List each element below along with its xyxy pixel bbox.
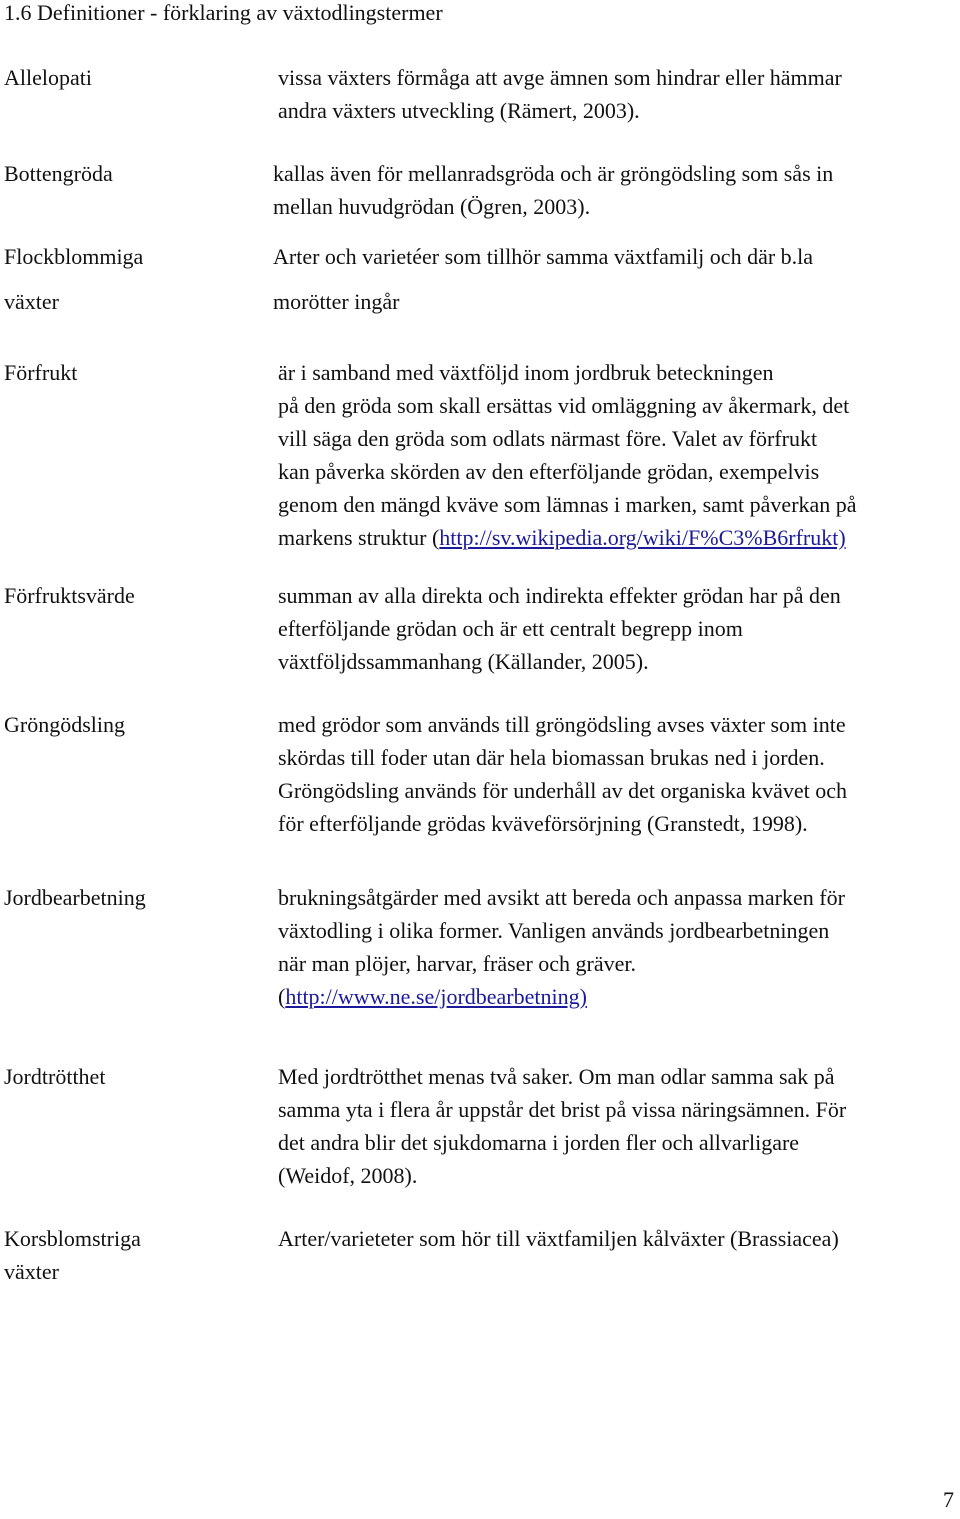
definition-line: mellan huvudgrödan (Ögren, 2003). [273, 194, 591, 219]
term-label: Förfruktsvärde [4, 583, 135, 608]
term-allelopati [4, 61, 264, 94]
definition-jordtrotthet [278, 1060, 846, 1192]
definition-line: växtföljdssammanhang (Källander, 2005). [278, 649, 649, 674]
ne-link[interactable]: http://www.ne.se/jordbearbetning) [285, 984, 587, 1009]
definition-line: det andra blir det sjukdomarna i jorden fler och allvarligare [278, 1130, 800, 1155]
definition-allelopati [278, 61, 842, 127]
definition-text: markens struktur ( [278, 525, 440, 550]
term-korsblomstriga-vaxter [4, 1222, 264, 1288]
term-label: Gröngödsling [4, 712, 125, 737]
wikipedia-link[interactable]: http://sv.wikipedia.org/wiki/F%C3%B6rfrukt) [439, 525, 846, 550]
definition-line: genom den mängd kväve som lämnas i marken, samt påverkan på [278, 492, 857, 517]
term-grongodsling [4, 708, 264, 741]
definition-forfrukt [278, 356, 857, 554]
definition-forfruktsvarde [278, 579, 841, 678]
definition-grongodsling [278, 708, 847, 840]
definition-bottengroda [273, 157, 833, 223]
definition-flockblommiga-vaxter [273, 234, 813, 324]
term-label: Allelopati [4, 65, 92, 90]
definition-line: vissa växters förmåga att avge ämnen som hindrar eller hämmar [278, 65, 842, 90]
term-flockblommiga-vaxter [4, 234, 264, 324]
definition-line: brukningsåtgärder med avsikt att bereda och anpassa marken för [278, 885, 845, 910]
definition-line: morötter ingår [273, 289, 400, 314]
definition-line: Med jordtrötthet menas två saker. Om man odlar samma sak på [278, 1064, 835, 1089]
term-jordtrotthet [4, 1060, 264, 1093]
definition-line: Gröngödsling används för underhåll av det organiska kvävet och [278, 778, 848, 803]
definition-line: efterföljande grödan och är ett centralt begrepp inom [278, 616, 743, 641]
term-label: Flockblommiga [4, 244, 144, 269]
definition-line: är i samband med växtföljd inom jordbruk beteckningen [278, 360, 774, 385]
term-bottengroda [4, 157, 264, 190]
definition-line: vill säga den gröda som odlats närmast före. Valet av förfrukt [278, 426, 818, 451]
definition-line: kallas även för mellanradsgröda och är gröngödsling som sås in [273, 161, 834, 186]
definition-line: när man plöjer, harvar, fräser och gräver. [278, 951, 637, 976]
definition-line: med grödor som används till gröngödsling avses växter som inte [278, 712, 846, 737]
term-label: Jordtrötthet [4, 1064, 106, 1089]
term-label: Bottengröda [4, 161, 113, 186]
term-jordbearbetning [4, 881, 264, 914]
page-number: 7 [943, 1487, 954, 1512]
definition-line: växtodling i olika former. Vanligen används jordbearbetningen [278, 918, 830, 943]
definition-line: samma yta i flera år uppstår det brist på vissa näringsämnen. För [278, 1097, 847, 1122]
section-heading: 1.6 Definitioner - förklaring av växtodlingstermer [4, 0, 443, 25]
term-label: växter [4, 1259, 59, 1284]
term-label: Förfrukt [4, 360, 78, 385]
definition-line [278, 521, 857, 554]
definition-line: (Weidof, 2008). [278, 1163, 418, 1188]
definition-line: Arter/varieteter som hör till växtfamiljen kålväxter (Brassiacea) [278, 1226, 839, 1251]
term-label: Korsblomstriga [4, 1226, 141, 1251]
term-label: växter [4, 289, 59, 314]
definition-line: summan av alla direkta och indirekta effekter grödan har på den [278, 583, 841, 608]
term-forfrukt [4, 356, 264, 389]
definition-line: kan påverka skörden av den efterföljande grödan, exempelvis [278, 459, 820, 484]
definition-line: Arter och varietéer som tillhör samma växtfamilj och där b.la [273, 244, 814, 269]
definition-jordbearbetning [278, 881, 845, 1013]
term-forfruktsvarde [4, 579, 264, 612]
definition-line: andra växters utveckling (Rämert, 2003). [278, 98, 640, 123]
definition-line [278, 980, 845, 1013]
definition-line: för efterföljande grödas kväveförsörjning (Granstedt, 1998). [278, 811, 808, 836]
definition-line: på den gröda som skall ersättas vid omläggning av åkermark, det [278, 393, 850, 418]
term-label: Jordbearbetning [4, 885, 146, 910]
definition-text: ( [278, 984, 286, 1009]
definition-line: skördas till foder utan där hela biomassan brukas ned i jorden. [278, 745, 825, 770]
definition-korsblomstriga-vaxter [278, 1222, 839, 1255]
